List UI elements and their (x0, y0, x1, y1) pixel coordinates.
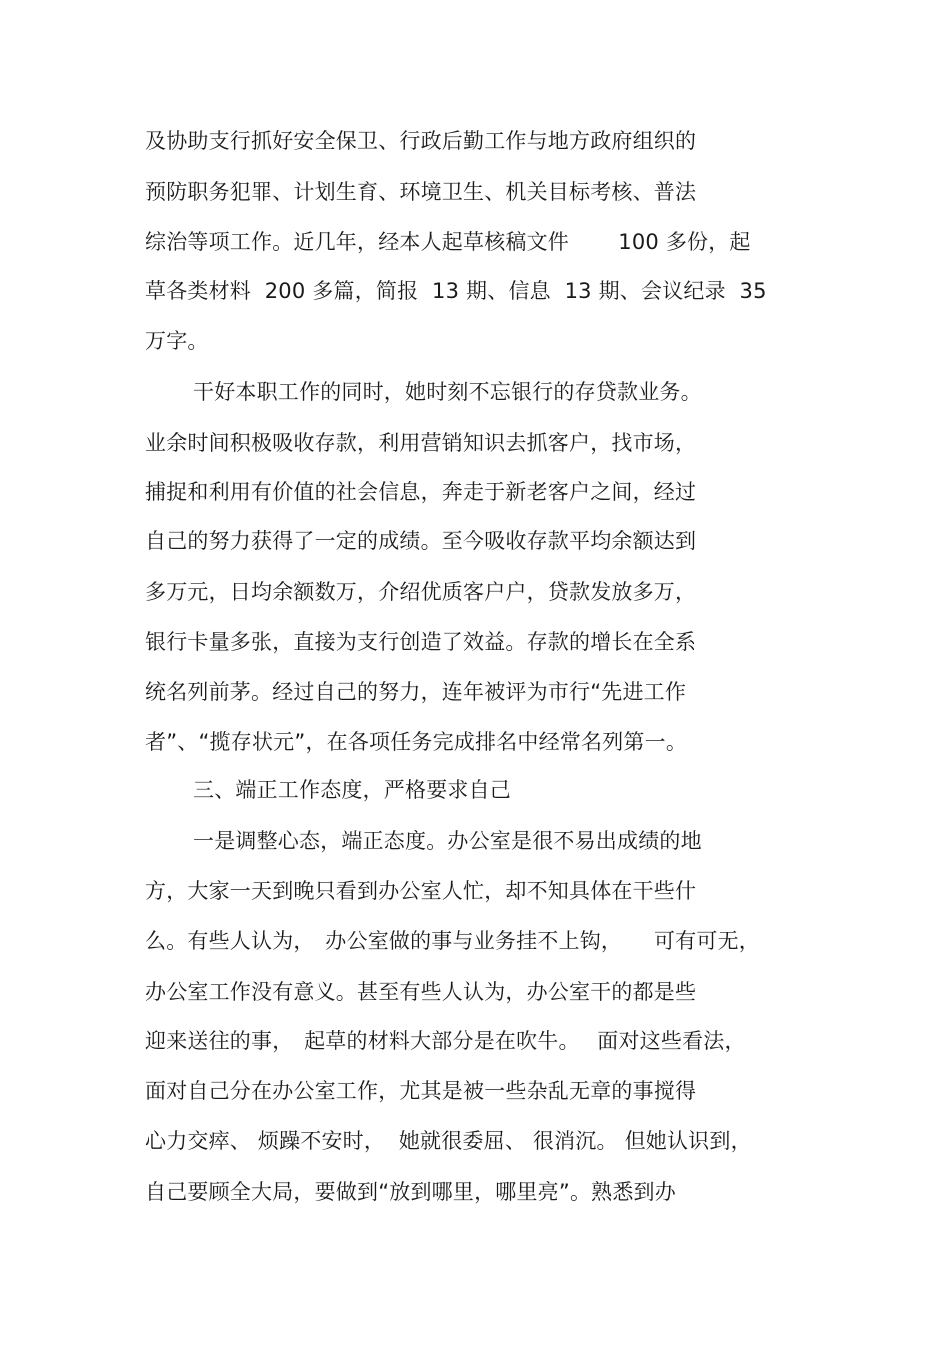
text-line: 办公室工作没有意义。甚至有些人认为，办公室干的都是些 (145, 980, 697, 1004)
paragraph-first-line: 干好本职工作的同时，她时刻不忘银行的存贷款业务。 (193, 380, 702, 404)
text-line: 银行卡量多张，直接为支行创造了效益。存款的增长在全系 (145, 630, 697, 654)
text-line: 迎来送往的事， 起草的材料大部分是在吹牛。 面对这些看法， (145, 1029, 746, 1053)
text-line: 面对自己分在办公室工作，尤其是被一些杂乱无章的事搅得 (145, 1079, 697, 1103)
text-line: 及协助支行抓好安全保卫、行政后勤工作与地方政府组织的 (145, 129, 697, 153)
text-line: 捕捉和利用有价值的社会信息，奔走于新老客户之间，经过 (145, 480, 697, 504)
text-line: 者”、“揽存状元”，在各项任务完成排名中经常名列第一。 (145, 730, 688, 754)
text-line: 草各类材料 200 多篇，简报 13 期、信息 13 期、会议纪录 35 (145, 279, 767, 303)
section-heading: 三、端正工作态度，严格要求自己 (193, 778, 511, 802)
text-line: 么。有些人认为， 办公室做的事与业务挂不上钩， 可有可无， (145, 929, 760, 953)
text-line: 自己要顾全大局，要做到“放到哪里，哪里亮”。熟悉到办 (145, 1180, 676, 1204)
text-line: 心力交瘁、 烦躁不安时， 她就很委屈、 很消沉。 但她认识到， (145, 1129, 752, 1153)
text-line: 自己的努力获得了一定的成绩。至今吸收存款平均余额达到 (145, 529, 697, 553)
text-line: 业余时间积极吸收存款，利用营销知识去抓客户，找市场， (145, 431, 697, 455)
text-line: 方，大家一天到晚只看到办公室人忙，却不知具体在干些什 (145, 879, 697, 903)
paragraph-first-line: 一是调整心态，端正态度。办公室是很不易出成绩的地 (193, 829, 702, 853)
text-line: 预防职务犯罪、计划生育、环境卫生、机关目标考核、普法 (145, 180, 697, 204)
text-line: 综治等项工作。近几年，经本人起草核稿文件 100 多份，起 (145, 230, 751, 254)
text-line: 统名列前茅。经过自己的努力，连年被评为市行“先进工作 (145, 680, 687, 704)
text-line: 万字。 (145, 329, 209, 353)
text-line: 多万元，日均余额数万，介绍优质客户户，贷款发放多万， (145, 580, 697, 604)
